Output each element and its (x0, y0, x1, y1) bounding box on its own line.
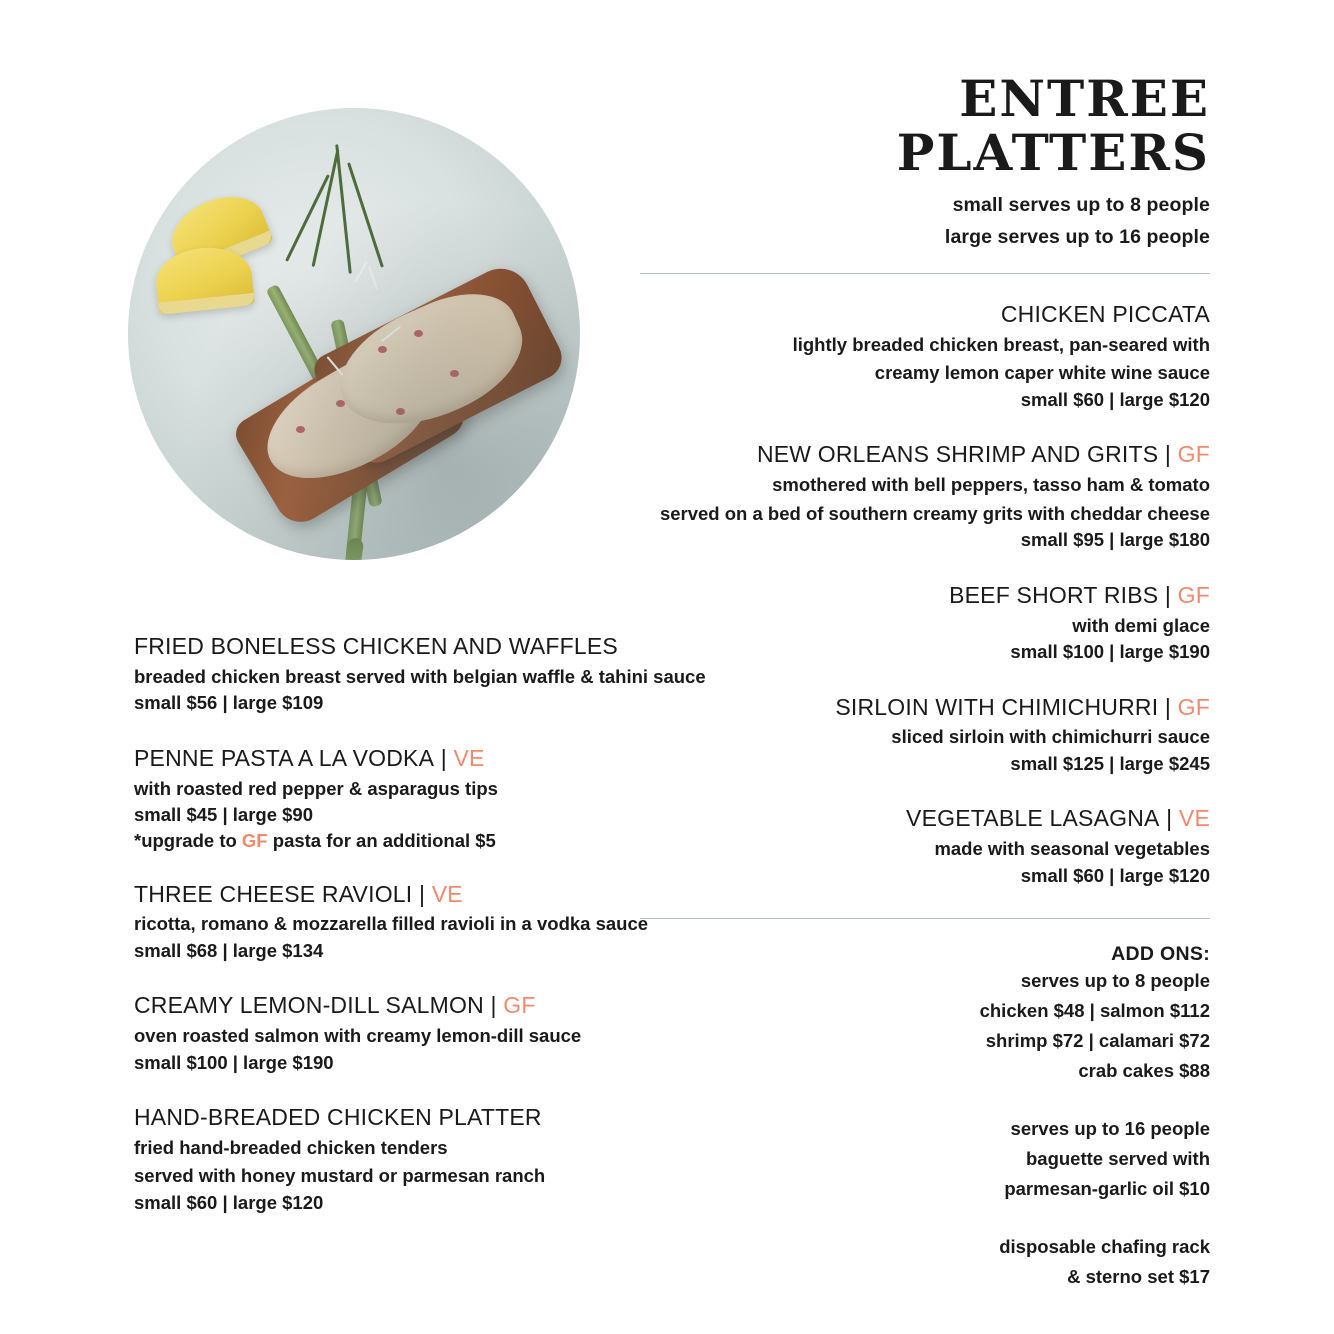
menu-item-title: HAND-BREADED CHICKEN PLATTER (134, 1104, 542, 1131)
menu-item (640, 693, 1210, 777)
menu-item-name (134, 632, 714, 661)
name-separator: | (1158, 693, 1178, 720)
add-ons-8-line: shrimp $72 | calamari $72 (985, 1030, 1210, 1052)
name-separator: | (483, 992, 504, 1019)
menu-item-desc-1: ricotta, romano & mozzarella filled ravioli in a vodka sauce (134, 913, 649, 935)
add-ons-16-line: baguette served with (1025, 1147, 1210, 1169)
menu-item-desc-2: creamy lemon caper white wine sauce (874, 362, 1210, 384)
salmon-entree-photo (128, 108, 580, 560)
name-separator: | (1158, 441, 1178, 468)
menu-item-desc-1: fried hand-breaded chicken tenders (134, 1136, 448, 1158)
menu-item-desc-1: sliced sirloin with chimichurri sauce (891, 726, 1210, 748)
menu-item-price: small $60 | large $120 (1020, 388, 1210, 410)
menu-item-name (640, 440, 1210, 469)
diet-tag: VE (431, 880, 463, 907)
menu-item-desc-1: with roasted red pepper & asparagus tips (134, 777, 498, 799)
menu-item-price: small $100 | large $190 (1010, 641, 1210, 663)
menu-item-price: small $95 | large $180 (1020, 529, 1210, 551)
menu-item (134, 632, 714, 716)
menu-item-name (134, 744, 714, 773)
add-ons-16-line: parmesan-garlic oil $10 (1004, 1177, 1210, 1199)
menu-item-desc-1: oven roasted salmon with creamy lemon-dill sauce (134, 1025, 582, 1047)
menu-item-price: small $100 | large $190 (134, 1051, 334, 1073)
menu-item-title: PENNE PASTA A LA VODKA (134, 744, 435, 771)
menu-item-title: NEW ORLEANS SHRIMP AND GRITS (756, 441, 1159, 468)
add-ons-16-heading: serves up to 16 people (1010, 1117, 1210, 1139)
menu-item (134, 991, 714, 1075)
add-ons-section (640, 943, 1210, 1292)
name-separator: | (412, 880, 432, 907)
menu-item-title: CREAMY LEMON-DILL SALMON (134, 992, 484, 1019)
diet-tag: GF (1177, 581, 1210, 608)
menu-item-price: small $56 | large $109 (134, 692, 324, 714)
add-ons-title: ADD ONS: (1111, 943, 1210, 966)
menu-item-title: BEEF SHORT RIBS (949, 581, 1159, 608)
menu-item-desc-1: smothered with bell peppers, tasso ham & tomato (772, 474, 1210, 496)
menu-item-name (134, 1103, 714, 1132)
menu-item (640, 581, 1210, 665)
menu-item (640, 804, 1210, 888)
menu-item (134, 744, 714, 852)
spacer (640, 1086, 1210, 1114)
menu-item-title: CHICKEN PICCATA (1000, 301, 1210, 328)
menu-item-name (640, 300, 1210, 329)
menu-item-name (134, 991, 714, 1020)
menu-item-name (640, 581, 1210, 610)
menu-item (134, 880, 714, 964)
menu-item (640, 440, 1210, 552)
menu-item-name (134, 880, 714, 909)
add-ons-extra-line: disposable chafing rack (999, 1235, 1210, 1257)
diet-tag: GF (1177, 441, 1210, 468)
divider (640, 273, 1210, 274)
add-ons-8-line: chicken $48 | salmon $112 (979, 1000, 1210, 1022)
page-title: ENTREE PLATTERS (896, 69, 1210, 182)
note-suffix: pasta for an additional $5 (267, 829, 496, 851)
note-diet-tag: GF (241, 829, 268, 851)
menu-item-desc-1: lightly breaded chicken breast, pan-seared with (792, 333, 1210, 355)
menu-item-price: small $45 | large $90 (134, 804, 313, 826)
menu-item-name (640, 804, 1210, 833)
menu-item-title: VEGETABLE LASAGNA (906, 805, 1160, 832)
menu-item-desc-1: with demi glace (1072, 614, 1210, 636)
menu-item-price: small $60 | large $120 (134, 1191, 324, 1213)
diet-tag: GF (1177, 693, 1210, 720)
menu-item-note (134, 830, 714, 852)
left-menu-column (134, 632, 714, 1215)
name-separator: | (1158, 581, 1178, 608)
serves-large-note: large serves up to 16 people (944, 225, 1210, 248)
add-ons-8-line: crab cakes $88 (1078, 1060, 1210, 1081)
menu-item-price: small $125 | large $245 (1010, 752, 1210, 774)
menu-item-price: small $68 | large $134 (134, 939, 324, 961)
diet-tag: GF (503, 992, 536, 1019)
add-ons-extra-line: & sterno set $17 (1067, 1265, 1210, 1287)
menu-item (134, 1103, 714, 1215)
menu-item-title: FRIED BONELESS CHICKEN AND WAFFLES (134, 633, 618, 659)
add-ons-8-heading: serves up to 8 people (1020, 970, 1210, 992)
menu-item-title: SIRLOIN WITH CHIMICHURRI (835, 693, 1159, 720)
diet-tag: VE (1178, 805, 1210, 832)
menu-item-name (640, 693, 1210, 722)
spacer (640, 1204, 1210, 1232)
name-separator: | (1159, 805, 1179, 832)
name-separator: | (434, 744, 454, 771)
serves-small-note: small serves up to 8 people (952, 194, 1210, 216)
menu-item-desc-1: breaded chicken breast served with belgian waffle & tahini sauce (134, 665, 706, 687)
menu-item-title: THREE CHEESE RAVIOLI (134, 880, 413, 907)
menu-item (640, 300, 1210, 412)
menu-item-desc-1: made with seasonal vegetables (934, 838, 1210, 860)
plate-shadow (128, 108, 580, 560)
entree-photo (128, 108, 580, 560)
diet-tag: VE (453, 744, 485, 771)
note-prefix: *upgrade to (134, 829, 242, 851)
menu-item-desc-2: served on a bed of southern creamy grits with cheddar cheese (659, 502, 1210, 524)
menu-item-price: small $60 | large $120 (1020, 864, 1210, 886)
divider (640, 918, 1210, 919)
right-menu-column (640, 69, 1210, 1292)
menu-item-desc-2: served with honey mustard or parmesan ranch (134, 1165, 546, 1187)
